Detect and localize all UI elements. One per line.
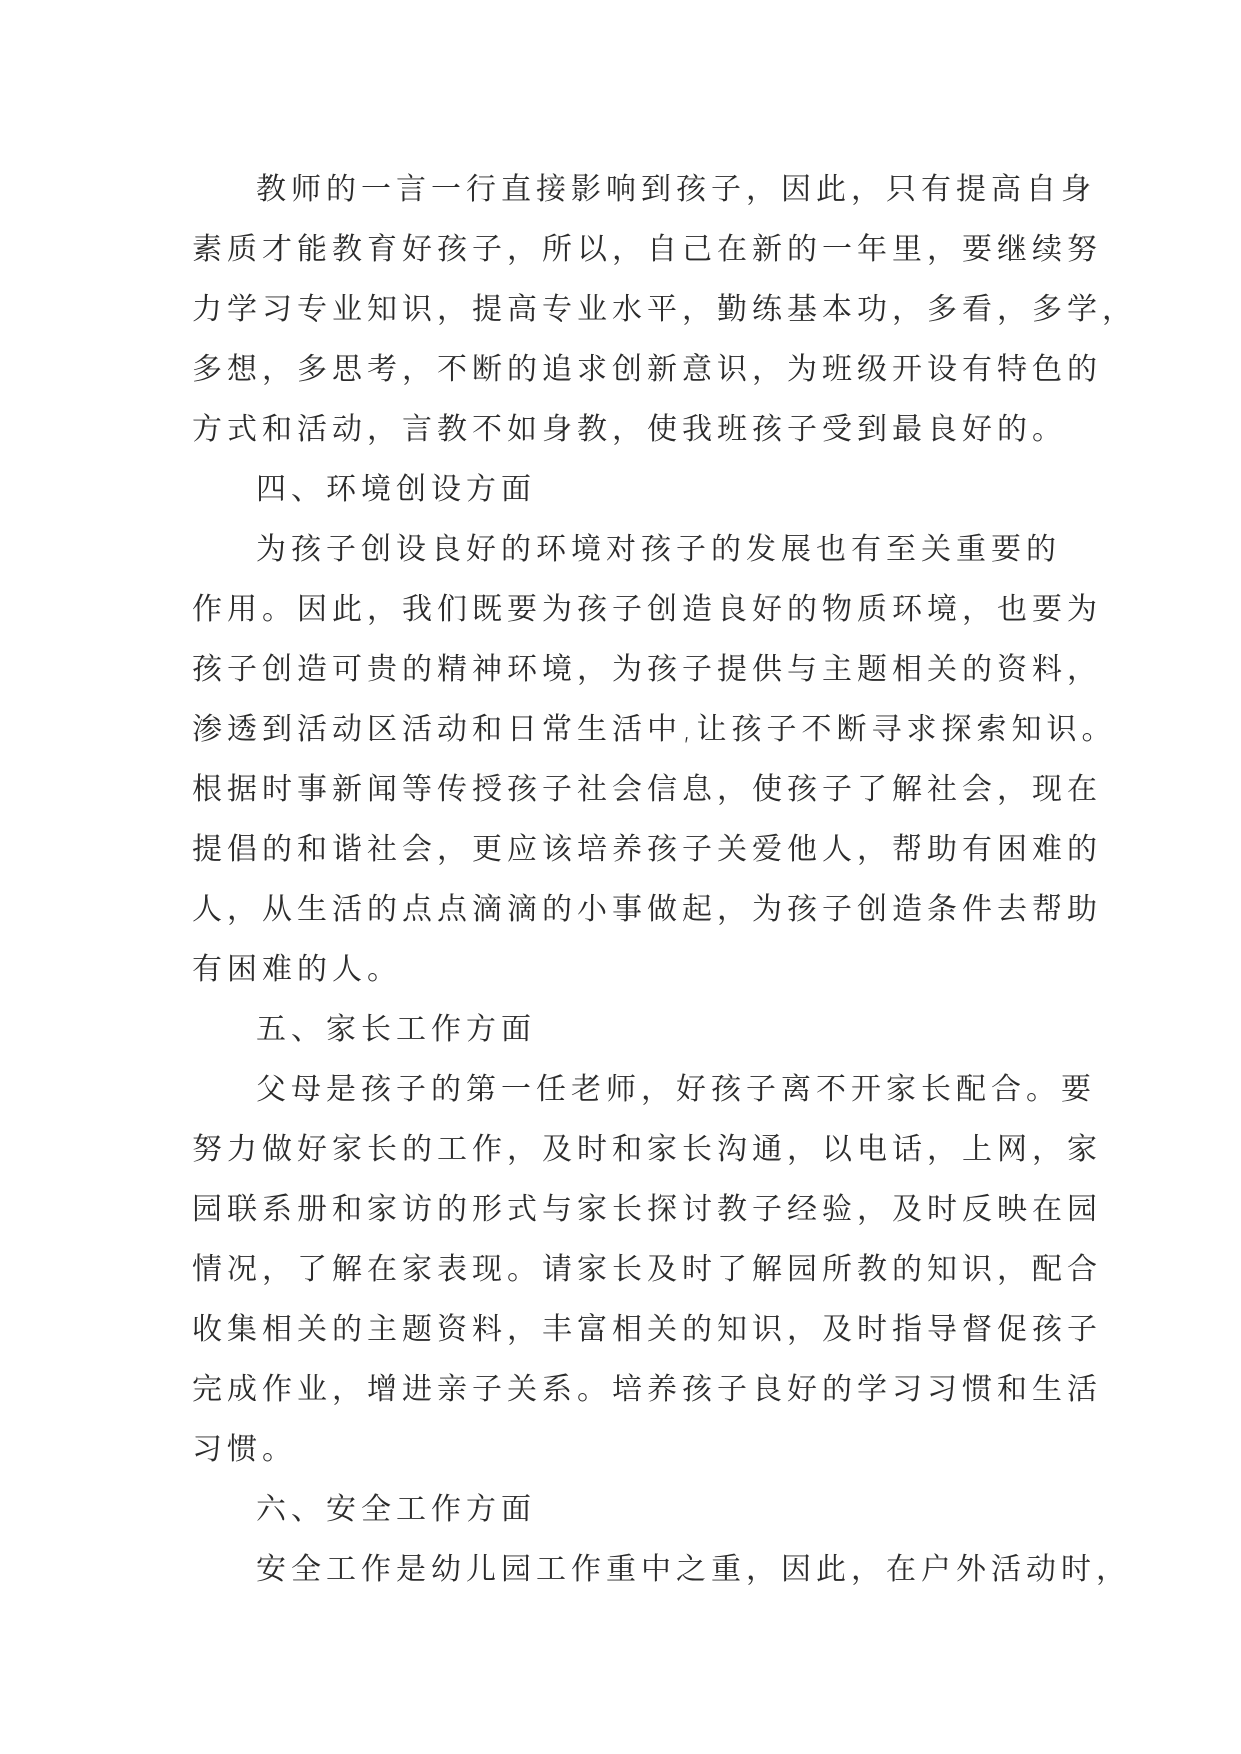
text-line: 孩子创造可贵的精神环境，为孩子提供与主题相关的资料， bbox=[192, 652, 1102, 687]
text-line: 努力做好家长的工作，及时和家长沟通，以电话，上网，家 bbox=[192, 1132, 1102, 1167]
document-body bbox=[192, 160, 1137, 1600]
text-line: 多想，多思考，不断的追求创新意识，为班级开设有特色的 bbox=[192, 352, 1102, 387]
section-heading: 四、环境创设方面 bbox=[256, 472, 536, 507]
text-line: 人，从生活的点点滴滴的小事做起，为孩子创造条件去帮助 bbox=[192, 892, 1102, 927]
text-line: 作用。因此，我们既要为孩子创造良好的物质环境，也要为 bbox=[192, 592, 1102, 627]
text-line: 提倡的和谐社会，更应该培养孩子关爱他人，帮助有困难的 bbox=[192, 832, 1102, 867]
text-line: 力学习专业知识，提高专业水平，勤练基本功，多看，多学， bbox=[192, 292, 1137, 327]
text-line: 收集相关的主题资料，丰富相关的知识，及时指导督促孩子 bbox=[192, 1312, 1102, 1347]
text-line: 安全工作是幼儿园工作重中之重，因此，在户外活动时， bbox=[256, 1552, 1131, 1587]
section-heading: 五、家长工作方面 bbox=[256, 1012, 536, 1047]
text-line: 为孩子创设良好的环境对孩子的发展也有至关重要的 bbox=[256, 532, 1061, 567]
text-line: 有困难的人。 bbox=[192, 952, 402, 987]
text-line: 习惯。 bbox=[192, 1432, 297, 1467]
text-line: 方式和活动，言教不如身教，使我班孩子受到最良好的。 bbox=[192, 412, 1067, 447]
text-line: 父母是孩子的第一任老师，好孩子离不开家长配合。要 bbox=[256, 1072, 1096, 1107]
text-line: 渗透到活动区活动和日常生活中,让孩子不断寻求探索知识。 bbox=[192, 712, 1117, 747]
text-line: 教师的一言一行直接影响到孩子，因此，只有提高自身 bbox=[256, 172, 1096, 207]
text-line: 情况，了解在家表现。请家长及时了解园所教的知识，配合 bbox=[192, 1252, 1102, 1287]
text-line: 完成作业，增进亲子关系。培养孩子良好的学习习惯和生活 bbox=[192, 1372, 1102, 1407]
text-line: 素质才能教育好孩子，所以，自己在新的一年里，要继续努 bbox=[192, 232, 1102, 267]
section-heading: 六、安全工作方面 bbox=[256, 1492, 536, 1527]
text-line: 根据时事新闻等传授孩子社会信息，使孩子了解社会，现在 bbox=[192, 772, 1102, 807]
text-line: 园联系册和家访的形式与家长探讨教子经验，及时反映在园 bbox=[192, 1192, 1102, 1227]
